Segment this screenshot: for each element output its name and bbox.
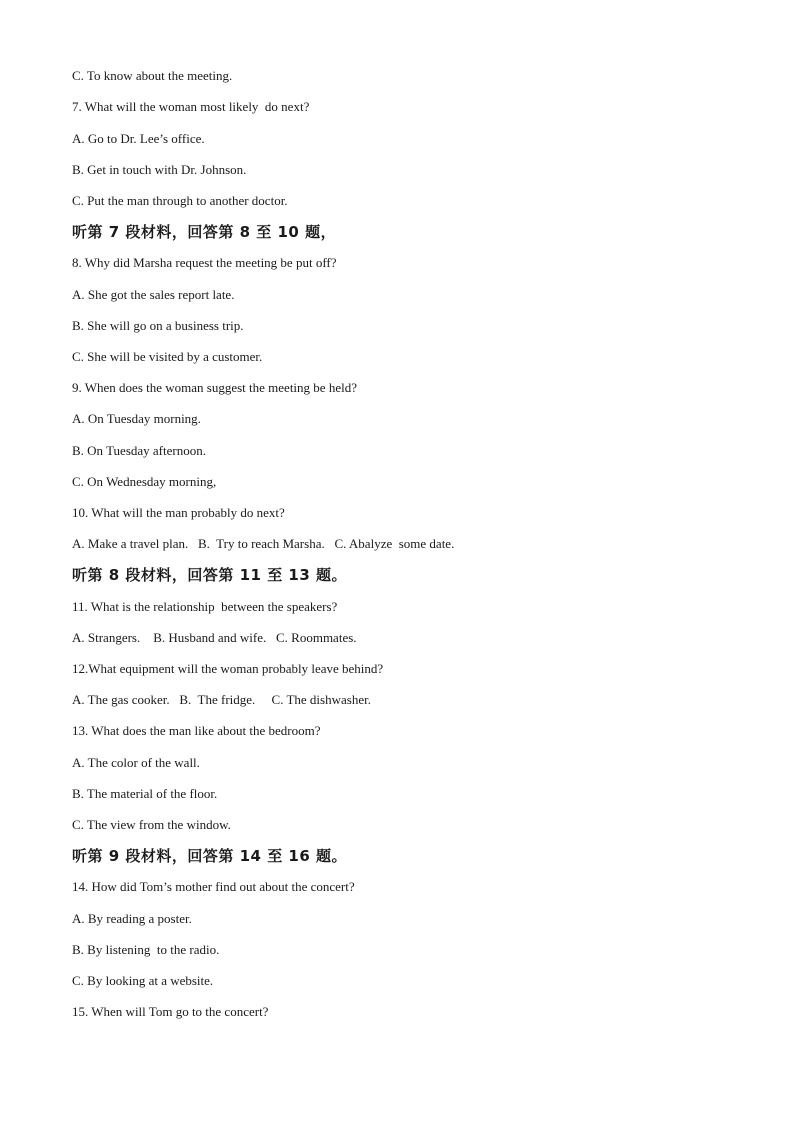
options-11: A. Strangers. B. Husband and wife. C. Roommates. xyxy=(72,630,357,645)
option-13c: C. The view from the window. xyxy=(72,817,231,832)
option-9a: A. On Tuesday morning. xyxy=(72,411,201,426)
question-13: 13. What does the man like about the bedroom? xyxy=(72,723,321,738)
option-8c: C. She will be visited by a customer. xyxy=(72,349,263,364)
option-6c: C. To know about the meeting. xyxy=(72,68,233,83)
section-heading-8: 听第 8 段材料，回答第 11 至 13 题。 xyxy=(72,566,348,584)
option-8a: A. She got the sales report late. xyxy=(72,287,235,302)
option-7a: A. Go to Dr. Lee’s office. xyxy=(72,131,205,146)
option-14a: A. By reading a poster. xyxy=(72,911,192,926)
option-14c: C. By looking at a website. xyxy=(72,973,214,988)
question-10: 10. What will the man probably do next? xyxy=(72,505,285,520)
option-13b: B. The material of the floor. xyxy=(72,786,218,801)
option-7b: B. Get in touch with Dr. Johnson. xyxy=(72,162,247,177)
option-7c: C. Put the man through to another doctor. xyxy=(72,193,288,208)
options-12: A. The gas cooker. B. The fridge. C. The dishwasher. xyxy=(72,692,371,707)
option-13a: A. The color of the wall. xyxy=(72,755,200,770)
option-8b: B. She will go on a business trip. xyxy=(72,318,244,333)
question-15: 15. When will Tom go to the concert? xyxy=(72,1004,269,1019)
section-heading-9: 听第 9 段材料，回答第 14 至 16 题。 xyxy=(72,847,348,865)
section-heading-7: 听第 7 段材料，回答第 8 至 10 题， xyxy=(72,223,337,241)
option-14b: B. By listening to the radio. xyxy=(72,942,220,957)
question-12: 12.What equipment will the woman probably leave behind? xyxy=(72,661,384,676)
option-9c: C. On Wednesday morning, xyxy=(72,474,217,489)
options-10: A. Make a travel plan. B. Try to reach Marsha. C. Abalyze some date. xyxy=(72,536,455,551)
question-7: 7. What will the woman most likely do next? xyxy=(72,99,310,114)
question-8: 8. Why did Marsha request the meeting be put off? xyxy=(72,255,337,270)
question-11: 11. What is the relationship between the speakers? xyxy=(72,599,338,614)
question-9: 9. When does the woman suggest the meeting be held? xyxy=(72,380,357,395)
option-9b: B. On Tuesday afternoon. xyxy=(72,443,206,458)
question-14: 14. How did Tom’s mother find out about the concert? xyxy=(72,879,355,894)
